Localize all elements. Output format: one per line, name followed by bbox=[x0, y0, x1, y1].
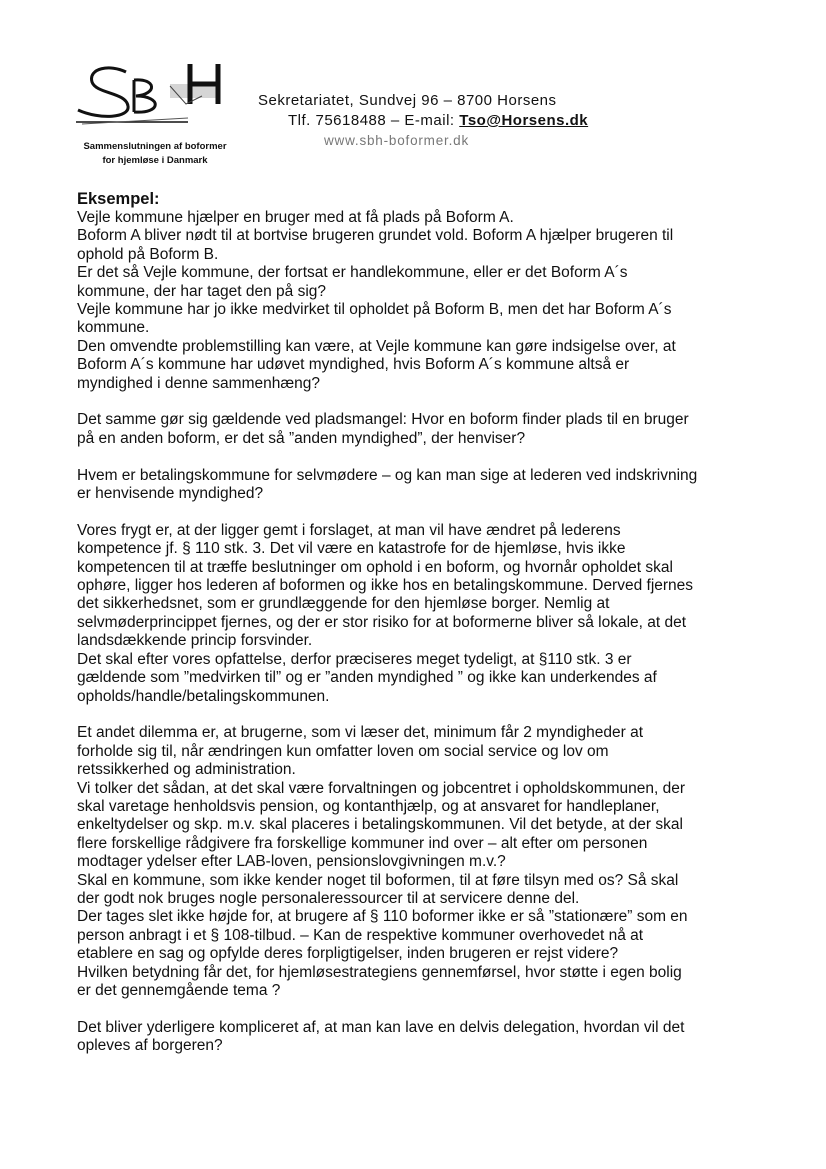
text-line: det sikkerhedsnet, som er grundlæggende for den hjemløse borger. Nemlig at bbox=[77, 595, 610, 613]
text-line: Boform A bliver nødt til at bortvise brugeren grundet vold. Boform A hjælper brugeren til bbox=[77, 227, 674, 245]
text-line: Det bliver yderligere kompliceret af, at man kan lave en delvis delegation, hvordan vil det bbox=[77, 1018, 685, 1036]
text-line: Er det så Vejle kommune, der fortsat er handlekommune, eller er det Boform A´s bbox=[77, 264, 628, 282]
text-line: der godt nok bruges nogle personaleressourcer til at servicere denne del. bbox=[77, 889, 580, 907]
text-line: opholds/handle/betalingskommunen. bbox=[77, 687, 330, 705]
text-line: flere forskellige rådgivere fra forskellige kommuner ind over – alt efter om personen bbox=[77, 834, 648, 852]
phone-label: Tlf. 75618488 – E-mail: bbox=[288, 112, 460, 129]
text-line: etablere en sag og opfylde deres forpligtigelser, inden brugeren er rejst videre? bbox=[77, 945, 619, 963]
secretariat-address: Sekretariatet, Sundvej 96 – 8700 Horsens bbox=[258, 92, 557, 109]
text-line: Vores frygt er, at der ligger gemt i forslaget, at man vil have ændret på lederens bbox=[77, 521, 621, 539]
text-line: på en anden boform, er det så ”anden myndighed”, der henviser? bbox=[77, 429, 526, 447]
text-line: er henvisende myndighed? bbox=[77, 485, 264, 503]
text-line: Den omvendte problemstilling kan være, at Vejle kommune kan gøre indsigelse over, at bbox=[77, 337, 676, 355]
text-line: myndighed i denne sammenhæng? bbox=[77, 374, 320, 392]
paragraph-6 bbox=[77, 1019, 757, 1056]
paragraph-1 bbox=[77, 209, 757, 393]
text-line: ophold på Boform B. bbox=[77, 245, 219, 263]
text-line: modtager ydelser efter LAB-loven, pensionslovgivningen m.v.? bbox=[77, 853, 506, 871]
text-line: Vejle kommune hjælper en bruger med at få plads på Boform A. bbox=[77, 209, 514, 226]
paragraph-4 bbox=[77, 522, 757, 706]
text-line: kommune, der har taget den på sig? bbox=[77, 282, 327, 300]
text-line: kompetence jf. § 110 stk. 3. Det vil være en katastrofe for de hjemløse, hvis ikke bbox=[77, 540, 626, 558]
text-line: forholde sig til, når ændringen kun omfatter loven om social service og lov om bbox=[77, 742, 609, 760]
letter-body bbox=[77, 190, 757, 1074]
text-line: er det gennemgående tema ? bbox=[77, 982, 281, 999]
text-line: selvmøderprincippet fjernes, og der er stor risiko for at boformerne bliver så lokale, at det bbox=[77, 613, 687, 631]
logo-caption-line2: for hjemløse i Danmark bbox=[102, 155, 208, 166]
text-line: Der tages slet ikke højde for, at brugere af § 110 boformer ikke er så ”stationære” som en bbox=[77, 908, 688, 926]
sbh-logo bbox=[70, 58, 250, 178]
text-line: kompetencen til at træffe beslutninger om ophold i en boform, og hvornår opholdet skal bbox=[77, 558, 673, 576]
text-line: Et andet dilemma er, at brugerne, som vi læser det, minimum får 2 myndigheder at bbox=[77, 724, 643, 742]
text-line: person anbragt i et § 108-tilbud. – Kan de respektive kommuner overhovedet nå at bbox=[77, 926, 644, 944]
text-line: Hvem er betalingskommune for selvmødere – og kan man sige at lederen ved indskrivning bbox=[77, 466, 698, 484]
text-line: Vi tolker det sådan, at det skal være forvaltningen og jobcentret i opholdskommunen, der bbox=[77, 779, 686, 797]
text-line: opleves af borgeren? bbox=[77, 1037, 223, 1055]
paragraph-3 bbox=[77, 467, 757, 504]
paragraph-5 bbox=[77, 724, 757, 1000]
sbh-logo-mark bbox=[70, 58, 250, 138]
text-line: Det skal efter vores opfattelse, derfor præciseres meget tydeligt, at §110 stk. 3 er bbox=[77, 650, 632, 668]
section-heading: Eksempel: bbox=[77, 190, 160, 208]
text-line: gældende som ”medvirken til” og er ”anden myndighed ” og ikke kan underkendes af bbox=[77, 669, 657, 687]
text-line: skal varetage henholdsvis pension, og kontanthjælp, og at ansvaret for handleplaner, bbox=[77, 797, 660, 815]
website-link[interactable]: www.sbh-boformer.dk bbox=[324, 133, 469, 148]
paragraph-2 bbox=[77, 411, 757, 448]
email-link[interactable]: Tso@Horsens.dk bbox=[459, 112, 589, 129]
text-line: Det samme gør sig gældende ved pladsmangel: Hvor en boform finder plads til en bruger bbox=[77, 411, 689, 429]
text-line: Skal en kommune, som ikke kender noget til boformen, til at føre tilsyn med os? Så skal bbox=[77, 871, 679, 889]
text-line: ophøre, ligger hos lederen af boformen og ikke hos en betalingskommune. Derved fjernes bbox=[77, 577, 694, 595]
text-line: Boform A´s kommune har udøvet myndighed, hvis Boform A´s kommune altså er bbox=[77, 356, 630, 374]
text-line: kommune. bbox=[77, 319, 150, 337]
contact-line bbox=[288, 112, 588, 130]
logo-caption-line1: Sammenslutningen af boformer bbox=[83, 141, 227, 152]
text-line: Hvilken betydning får det, for hjemløsestrategiens gennemførsel, hvor støtte i egen bolig bbox=[77, 963, 682, 981]
text-line: retssikkerhed og administration. bbox=[77, 761, 296, 779]
text-line: Vejle kommune har jo ikke medvirket til opholdet på Boform B, men det har Boform A´s bbox=[77, 301, 672, 319]
text-line: landsdækkende princip forsvinder. bbox=[77, 632, 313, 650]
text-line: enkeltydelser og skp. m.v. skal placeres i betalingskommunen. Vil det betyde, at der skal bbox=[77, 816, 683, 834]
